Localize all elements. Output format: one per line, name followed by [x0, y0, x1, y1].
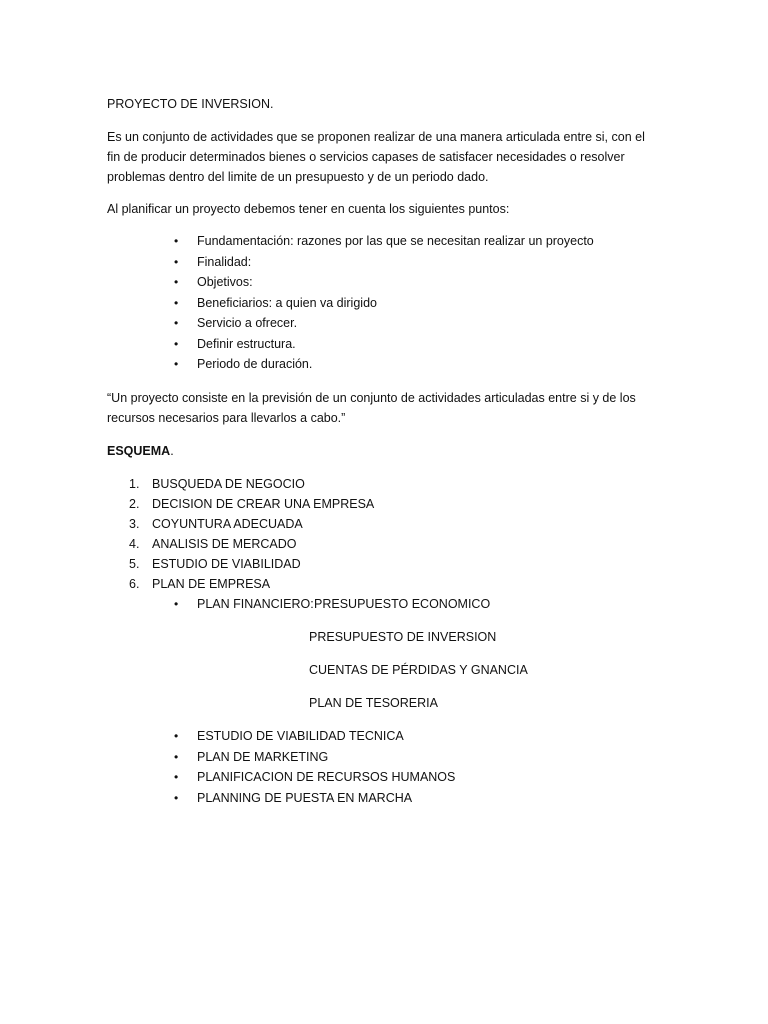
plan-financiero-item: PRESUPUESTO DE INVERSION	[309, 630, 497, 644]
points-list	[107, 231, 667, 375]
bullet-icon: •	[174, 357, 179, 371]
quote-line: recursos necesarios para llevarlos a cabo.”	[107, 410, 346, 425]
list-item	[107, 574, 667, 594]
bullet-icon: •	[174, 316, 179, 330]
list-item-text: Beneficiarios: a quien va dirigido	[197, 295, 377, 310]
document-page	[107, 94, 667, 808]
quote-line: “Un proyecto consiste en la previsión de un conjunto de actividades articuladas entre si y de los	[107, 390, 636, 405]
list-item-text: PLANIFICACION DE RECURSOS HUMANOS	[197, 770, 456, 784]
list-item-text: Servicio a ofrecer.	[197, 316, 298, 330]
list-item-text: Definir estructura.	[197, 336, 296, 351]
list-item-text: ESTUDIO DE VIABILIDAD TECNICA	[197, 729, 404, 743]
list-item	[107, 252, 667, 273]
document-title: PROYECTO DE INVERSION.	[107, 97, 274, 111]
bullet-icon: •	[174, 295, 179, 310]
list-item	[107, 354, 667, 375]
list-item	[107, 474, 667, 494]
step-label: BUSQUEDA DE NEGOCIO	[152, 476, 305, 491]
list-item	[107, 554, 667, 574]
bullet-icon: •	[174, 254, 179, 269]
step-number: 4.	[129, 536, 140, 551]
plan-financiero-list	[107, 594, 667, 615]
bullet-icon: •	[174, 596, 179, 611]
plan-financiero-label: PLAN FINANCIERO:	[197, 596, 314, 611]
list-item-text: Periodo de duración.	[197, 357, 313, 371]
step-label: DECISION DE CREAR UNA EMPRESA	[152, 496, 375, 511]
intro-paragraph	[107, 127, 667, 187]
step-number: 2.	[129, 496, 140, 511]
bullet-icon: •	[174, 770, 179, 784]
bullet-icon: •	[174, 336, 179, 351]
list-item-text: Objetivos:	[197, 275, 253, 289]
step-number: 6.	[129, 576, 140, 591]
steps-list	[107, 474, 667, 594]
step-label: PLAN DE EMPRESA	[152, 576, 271, 591]
list-item	[107, 514, 667, 534]
bullet-icon: •	[174, 749, 179, 764]
list-item	[107, 594, 667, 615]
list-item-text: Fundamentación: razones por las que se necesitan realizar un proyecto	[197, 234, 594, 248]
list-item	[107, 272, 667, 293]
bullet-icon: •	[174, 234, 179, 248]
list-item	[107, 231, 667, 252]
intro-line: problemas dentro del limite de un presupuesto y de un periodo dado.	[107, 170, 489, 184]
esquema-title: ESQUEMA	[107, 443, 171, 458]
list-item	[107, 767, 667, 788]
bullet-icon: •	[174, 729, 179, 743]
intro-line: Es un conjunto de actividades que se proponen realizar de una manera articulada entre si, con el	[107, 130, 645, 144]
list-item	[107, 788, 667, 809]
esquema-dot: .	[170, 443, 174, 458]
bullet-icon: •	[174, 275, 179, 289]
step-number: 3.	[129, 516, 140, 531]
list-item-text: PLANNING DE PUESTA EN MARCHA	[197, 790, 413, 805]
list-item	[107, 313, 667, 334]
step-number: 5.	[129, 556, 140, 571]
quote-paragraph	[107, 388, 667, 428]
step-label: ESTUDIO DE VIABILIDAD	[152, 556, 301, 571]
plan-lead-text: Al planificar un proyecto debemos tener en cuenta los siguientes puntos:	[107, 202, 510, 216]
list-item	[107, 726, 667, 747]
sub-points-list	[107, 726, 667, 808]
list-item	[107, 293, 667, 314]
step-label: COYUNTURA ADECUADA	[152, 516, 303, 531]
bullet-icon: •	[174, 790, 179, 805]
plan-financiero-item: CUENTAS DE PÉRDIDAS Y GNANCIA	[309, 663, 528, 677]
list-item	[107, 747, 667, 768]
step-number: 1.	[129, 476, 140, 491]
list-item-text: Finalidad:	[197, 254, 252, 269]
plan-financiero-item: PLAN DE TESORERIA	[309, 696, 438, 710]
list-item	[107, 534, 667, 554]
step-label: ANALISIS DE MERCADO	[152, 536, 297, 551]
intro-line: fin de producir determinados bienes o servicios capases de satisfacer necesidades o resolver	[107, 150, 625, 164]
list-item	[107, 334, 667, 355]
esquema-heading	[107, 441, 667, 461]
plan-financiero-item: PRESUPUESTO ECONOMICO	[314, 596, 491, 611]
list-item	[107, 494, 667, 514]
list-item-text: PLAN DE MARKETING	[197, 749, 329, 764]
